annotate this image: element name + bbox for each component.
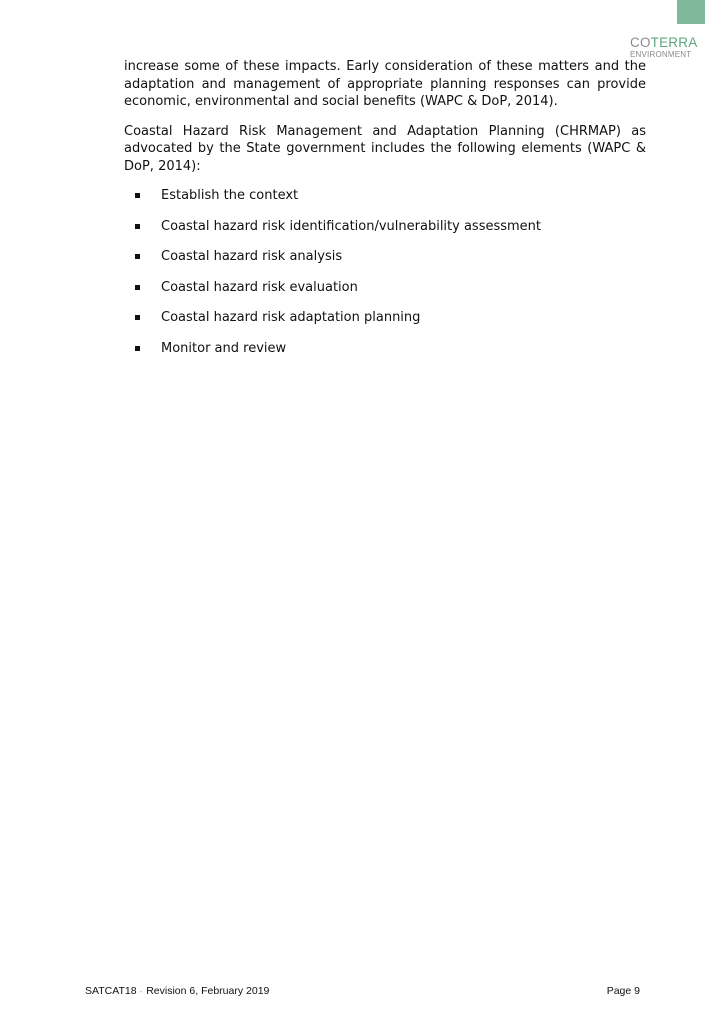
footer-doc-id: SATCAT18: [85, 985, 137, 997]
list-item: [124, 248, 646, 279]
corner-accent-block: [677, 0, 705, 24]
list-item-text: Establish the context: [161, 188, 299, 203]
footer-separator: -: [139, 987, 143, 996]
list-item-text: Monitor and review: [161, 340, 287, 356]
page-body: [124, 58, 646, 370]
list-item-text: Coastal hazard risk analysis: [161, 249, 343, 264]
page-number: Page 9: [606, 985, 640, 997]
footer-revision: Revision 6, February 2019: [146, 985, 270, 997]
list-item-text: Coastal hazard risk identification/vulnerability assessment: [161, 218, 542, 234]
square-bullet-icon: [135, 285, 140, 290]
list-item: [124, 279, 646, 310]
coterra-logo: [630, 36, 705, 59]
list-item-text: Coastal hazard risk evaluation: [161, 279, 358, 295]
logo-subtitle: ENVIRONMENT: [630, 49, 692, 59]
square-bullet-icon: [135, 224, 140, 229]
square-bullet-icon: [135, 254, 140, 259]
list-item: [124, 340, 646, 371]
logo-wordmark-terra: TERRA: [650, 35, 698, 50]
square-bullet-icon: [135, 193, 140, 198]
square-bullet-icon: [135, 346, 140, 351]
body-paragraph-2: Coastal Hazard Risk Management and Adaptation Planning (CHRMAP) as advocated by the State government includes the following elements (WAPC & DoP, 2014):: [124, 123, 646, 174]
logo-wordmark-co: CO: [630, 35, 651, 50]
list-item-text: Coastal hazard risk adaptation planning: [161, 310, 421, 325]
list-item: [124, 218, 646, 249]
square-bullet-icon: [135, 315, 140, 320]
chrmap-elements-list: [124, 187, 646, 370]
logo-wordmark: [630, 36, 705, 50]
footer-document-info: [85, 985, 269, 997]
list-item: [124, 309, 646, 340]
list-item: [124, 187, 646, 218]
body-paragraph-1: increase some of these impacts. Early consideration of these matters and the adaptation and management of appropriate planning responses can provide economic, environmental and social benefits (WAPC & DoP, 2014).: [124, 59, 646, 109]
